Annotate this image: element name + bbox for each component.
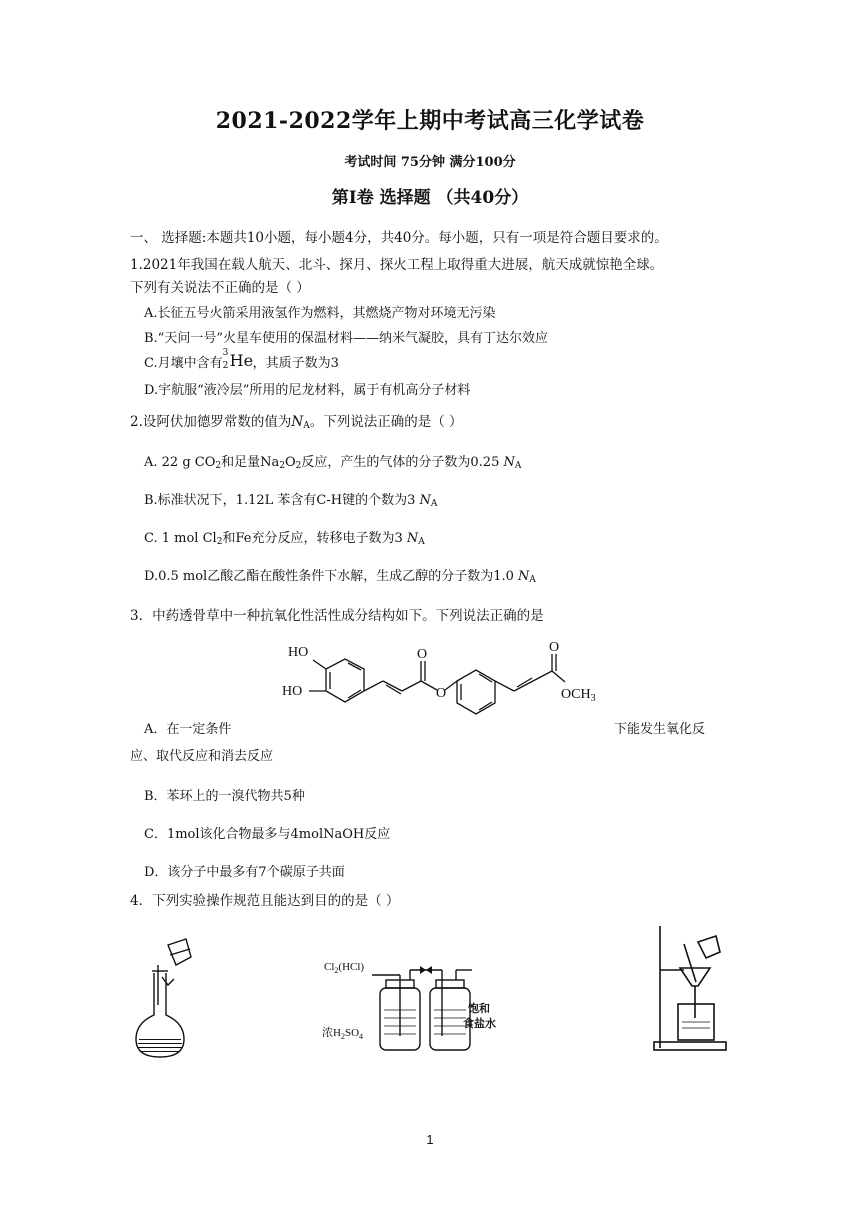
na-subscript: A [430, 499, 438, 509]
q1-c-pre: C.月壤中含有 [144, 356, 223, 371]
na-symbol: N [503, 455, 515, 470]
na-subscript: A [418, 537, 425, 547]
apparatus-volumetric-flask [128, 935, 198, 1065]
bottle-liquid-lines [384, 1010, 466, 1034]
apparatus-gas-washing-bottles [322, 948, 512, 1063]
na-symbol: N [406, 531, 419, 546]
q3-option-a-right: 下能发生氧化反 [614, 722, 706, 737]
conc-acid-sub2: 4 [359, 1032, 364, 1041]
q3-option-a-cont: 应、取代反应和消去反应 [130, 749, 274, 764]
co2-subscript: 2 [215, 461, 222, 471]
o2-subscript: 2 [295, 461, 302, 471]
methoxy-bond [552, 671, 565, 682]
conc-acid-text: 浓H [322, 1027, 341, 1039]
na-symbol: N [518, 569, 530, 584]
q2-c-part2: 和Fe充分反应，转移电子数为3 [222, 531, 407, 546]
q2-option-c [144, 527, 425, 547]
q1-option-d: D.宇航服“液冷层”所用的尼龙材料，属于有机高分子材料 [144, 383, 471, 398]
bottle2-stopper [436, 980, 464, 988]
label-conc-acid [322, 1025, 363, 1041]
flask-liquid [138, 1039, 182, 1052]
label-ho-bottom: HO [282, 684, 303, 699]
q2-a-part4: 反应，产生的气体的分子数为0.25 [301, 455, 504, 470]
carbonyl-chain-2 [533, 671, 552, 681]
label-brine-2: 食盐水 [463, 1018, 496, 1030]
element-symbol: He [229, 351, 254, 370]
stand-base [654, 1042, 726, 1050]
vinyl-bond [364, 681, 383, 691]
na-symbol: N [291, 414, 304, 430]
clamp-valve [420, 966, 432, 974]
label-ester-o: O [436, 686, 447, 701]
q1-option-c [144, 348, 339, 371]
na-subscript: A [303, 421, 310, 431]
na-subscript: A [529, 575, 536, 585]
q2-option-a [144, 451, 521, 471]
conc-acid-sub1: 2 [340, 1032, 345, 1041]
instructions: 一、 选择题:本题共10小题，每小题4分，共40分。每小题，只有一项是符合题目要求的。 [130, 230, 668, 246]
q2-d-text: D.0.5 mol乙酸乙酯在酸性条件下水解，生成乙醇的分子数为1.0 [144, 569, 519, 584]
label-och3 [561, 687, 596, 704]
q2-option-d [144, 565, 536, 585]
och3-subscript: 3 [590, 693, 596, 704]
apparatus-filtration [648, 922, 728, 1057]
section-heading: 第Ⅰ卷 选择题 （共40分） [331, 188, 529, 208]
label-brine-1: 饱和 [468, 1003, 490, 1015]
na-symbol: N [419, 493, 431, 508]
gas-in-text: Cl [324, 961, 335, 973]
ester-bond [445, 681, 457, 690]
q2-c-part1: C. 1 mol Cl [144, 531, 217, 546]
q2-stem [130, 410, 463, 431]
q1-stem-line1: 1.2021年我国在载人航天、北斗、探月、探火工程上取得重大进展，航天成就惊艳全球。 [130, 257, 664, 273]
benzene-ring-left [326, 659, 364, 702]
molecular-structure [255, 636, 615, 726]
q2-a-part1: A. 22 g CO [144, 455, 216, 470]
nuclide-notation [222, 348, 254, 371]
mass-number: 3 [222, 348, 229, 358]
exam-title: 2021-2022学年上期中考试高三化学试卷 [215, 108, 645, 134]
flask-body [136, 973, 184, 1057]
atomic-number: 2 [222, 361, 229, 371]
stopper [162, 977, 174, 985]
q3-stem: 3．中药透骨草中一种抗氧化性活性成分结构如下。下列说法正确的是 [130, 608, 544, 624]
och3-text: OCH [561, 687, 591, 702]
vinyl-bond-2 [495, 681, 514, 691]
oh-bond-top [313, 660, 326, 669]
cl2-subscript: 2 [216, 537, 223, 547]
q1-c-post: ，其质子数为3 [252, 356, 339, 371]
label-gas-in [324, 961, 364, 975]
q4-stem: 4．下列实验操作规范且能达到目的的是（ ） [130, 893, 400, 909]
page-number: 1 [426, 1132, 434, 1147]
q2-stem-text: 2.设阿伏加德罗常数的值为 [130, 414, 292, 430]
exam-subtitle: 考试时间 75分钟 满分100分 [344, 155, 516, 170]
na-subscript-2: 2 [279, 461, 285, 471]
pouring-beaker-2 [698, 936, 720, 958]
q1-stem-line2: 下列有关说法不正确的是（ ） [130, 280, 310, 296]
gas-in-subscript: 2 [334, 966, 339, 975]
carbonyl-chain [402, 681, 421, 691]
q3-option-b: B．苯环上的一溴代物共5种 [144, 789, 305, 804]
q2-stem-post: 。下列说法正确的是（ ） [309, 414, 463, 430]
structure-bonds [309, 654, 565, 714]
ester-bond [421, 681, 437, 690]
q3-option-a-left: A．在一定条件 [144, 722, 232, 737]
conc-acid-mid: SO [344, 1027, 360, 1039]
q2-a-part2: 和足量Na [221, 455, 280, 470]
q2-b-text: B.标准状况下，1.12L 苯含有C-H键的个数为3 [144, 493, 420, 508]
gas-hcl-text: (HCl) [338, 961, 365, 973]
beaker-liquid-lines [682, 1022, 710, 1028]
q1-option-b: B.“天问一号”火星车使用的保温材料——纳米气凝胶，具有丁达尔效应 [144, 331, 548, 346]
na-subscript: A [514, 461, 522, 471]
label-carbonyl-o: O [417, 647, 428, 662]
q2-a-part3: O [285, 455, 296, 470]
q3-option-d: D．该分子中最多有7个碳原子共面 [144, 865, 345, 880]
q2-option-b [144, 489, 437, 509]
beaker-liquid-line [170, 949, 190, 955]
q3-option-c: C．1mol该化合物最多与4molNaOH反应 [144, 827, 391, 842]
label-ho-top: HO [288, 645, 309, 660]
benzene-ring-right [457, 670, 495, 714]
label-carbonyl-o-2: O [549, 640, 560, 655]
q1-option-a: A.长征五号火箭采用液氢作为燃料，其燃烧产物对环境无污染 [144, 306, 496, 321]
